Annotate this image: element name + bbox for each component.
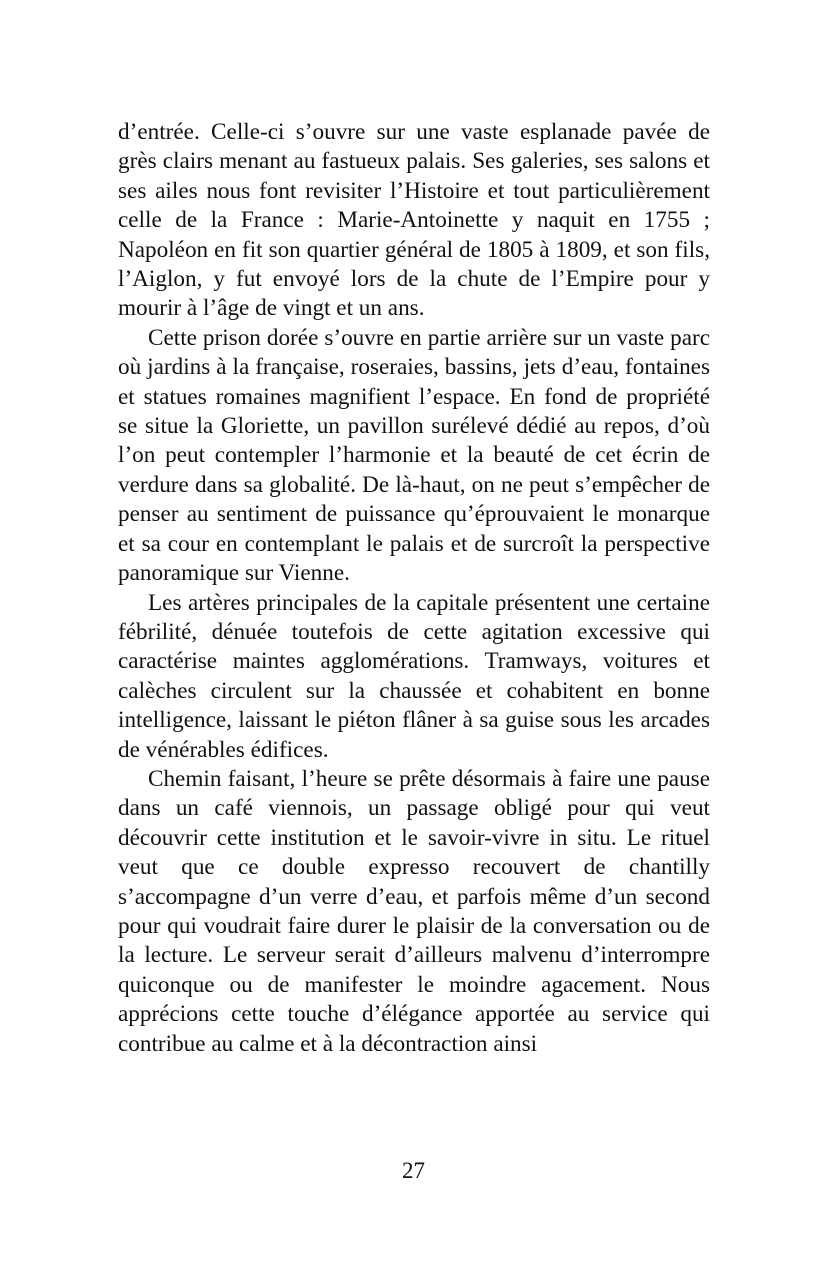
page-number: 27 [402, 1158, 425, 1183]
paragraph-continued: d’entrée. Celle-ci s’ouvre sur une vaste esplanade pavée de grès clairs menant au fastueux palais. Ses galeries, ses salons et ses ailes nous font revisiter l’Histoire et tout particulièrement celle de la France : Marie-Antoinette y naquit en 1755 ; Napoléon en fit son quartier général de 1805 à 1809, et son fils, l’Aiglon, y fut envoyé lors de la chute de l’Empire pour y mourir à l’âge de vingt et un ans. [118, 119, 710, 322]
paragraph-prison-doree: Cette prison dorée s’ouvre en partie arrière sur un vaste parc où jardins à la française, roseraies, bassins, jets d’eau, fontaines et statues romaines magnifient l’espace. En fond de propriété se situe la Gloriette, un pavillon surélevé dédié au repos, d’où l’on peut contempler l’harmonie et la beauté de cet écrin de verdure dans sa globalité. De là-haut, on ne peut s’empêcher de penser au sentiment de puissance qu’éprouvaient le monarque et sa cour en contemplant le palais et de surcroît la perspective panoramique sur Vienne. [118, 324, 710, 587]
paragraph-cafe-viennois: Chemin faisant, l’heure se prête désormais à faire une pause dans un café viennois, un passage obligé pour qui veut découvrir cette institution et le savoir-vivre in situ. Le rituel veut que ce double expresso recouvert de chantilly s’accompagne d’un verre d’eau, et parfois même d’un second pour qui voudrait faire durer le plaisir de la conversation ou de la lecture. Le serveur serait d’ailleurs malvenu d’interrompre quiconque ou de manifester le moindre agacement. Nous apprécions cette touche d’élégance apportée au service qui contribue au calme et à la décontraction ainsi [118, 765, 710, 1057]
body-text [118, 118, 710, 1059]
paragraph-arteres: Les artères principales de la capitale présentent une certaine fébrilité, dénuée toutefois de cette agitation excessive qui caractérise maintes agglomérations. Tramways, voitures et calèches circulent sur la chaussée et cohabitent en bonne intelligence, laissant le piéton flâner à sa guise sous les arcades de vénérables édifices. [118, 589, 710, 763]
